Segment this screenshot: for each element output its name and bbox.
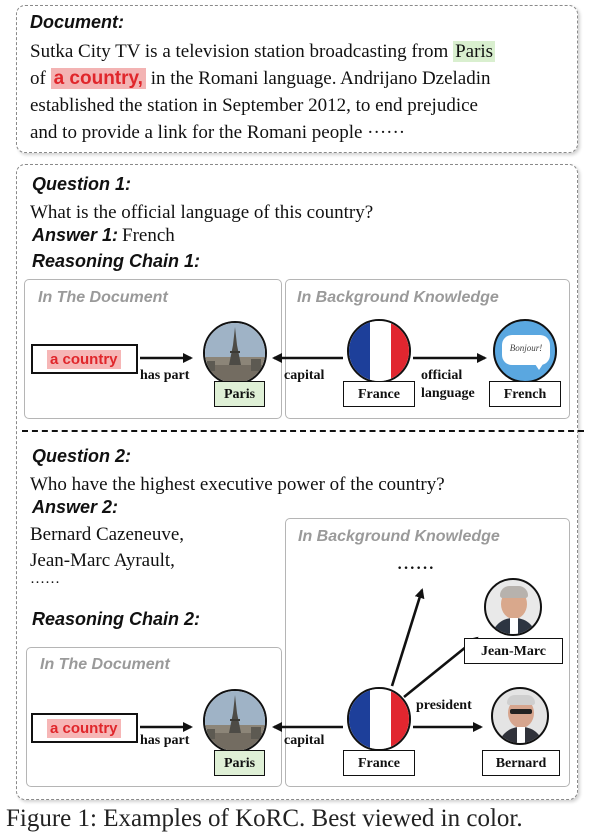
document-line-4: and to provide a link for the Romani people ······	[30, 122, 406, 143]
chain-2-france-flag	[347, 687, 411, 751]
question-2-heading: Question 2:	[32, 446, 132, 466]
chain-1-entity-a-country	[31, 344, 138, 374]
answer-1-heading: Answer 1:	[32, 225, 119, 245]
chain-2-entity-a-country	[31, 713, 138, 743]
chain-2-node-france: France	[343, 750, 415, 776]
document-line-2-suffix: in the Romani language. Andrijano Dzeladin	[145, 68, 491, 89]
chain-2-node-bernard: Bernard	[482, 750, 560, 776]
chain-1-edge-has-part-label: has part	[140, 368, 190, 383]
chain-1-background-box-title: In Background Knowledge	[297, 289, 499, 306]
chain-1-document-box-title: In The Document	[38, 289, 168, 306]
chain-1-entity-label: a country	[47, 350, 121, 369]
chain-1-france-flag	[347, 319, 411, 383]
highlight-paris: Paris	[455, 41, 494, 62]
document-line-2-prefix: of	[30, 68, 51, 89]
chain-2-entity-label: a country	[47, 719, 121, 738]
chain-2-background-box-title: In Background Knowledge	[298, 528, 500, 545]
highlight-a-country: a country,	[51, 68, 146, 89]
chain-2-bernard-portrait	[491, 687, 549, 745]
reasoning-chain-2-heading: Reasoning Chain 2:	[32, 609, 201, 629]
document-line-1-text: Sutka City TV is a television station broadcasting from	[30, 41, 454, 62]
figure-caption: Figure 1: Examples of KoRC. Best viewed in color.	[6, 805, 523, 832]
answer-2-heading: Answer 2:	[32, 497, 119, 517]
chain-1-node-france: France	[343, 381, 415, 407]
question-1-heading: Question 1:	[32, 174, 132, 194]
chain-1-edge-official-label: official	[421, 368, 463, 383]
document-heading: Document:	[30, 12, 124, 32]
chain-2-jeanmarc-portrait	[484, 578, 542, 636]
chain-2-paris-image	[203, 689, 267, 753]
answer-1-text: French	[122, 225, 175, 246]
chain-1-paris-image	[203, 321, 267, 385]
chain-1-edge-capital-label: capital	[284, 368, 325, 383]
chain-1-node-french: French	[489, 381, 561, 407]
chain-1-french-image	[493, 319, 557, 383]
question-2-text: Who have the highest executive power of the country?	[30, 474, 445, 495]
chain-2-edge-capital-label: capital	[284, 733, 325, 748]
answer-2-line-1: Bernard Cazeneuve,	[30, 524, 185, 545]
reasoning-chain-1-heading: Reasoning Chain 1:	[32, 251, 201, 271]
chain-2-more-people-ellipsis: ······	[397, 560, 436, 577]
chain-1-node-paris: Paris	[214, 381, 265, 407]
chain-2-node-paris: Paris	[214, 750, 265, 776]
document-line-3: established the station in September 2012, to end prejudice	[30, 95, 478, 116]
question-1-text: What is the official language of this country?	[30, 202, 374, 223]
chain-2-edge-president-label: president	[416, 698, 472, 713]
edge-2-president-more	[392, 590, 422, 686]
answer-2-line-3: ······	[30, 575, 60, 591]
chain-2-node-jeanmarc: Jean-Marc	[464, 638, 563, 664]
chain-2-edge-has-part-label: has part	[140, 733, 190, 748]
answer-2-line-2: Jean-Marc Ayrault,	[30, 550, 175, 571]
chain-2-document-box-title: In The Document	[40, 656, 170, 673]
chain-1-bubble-text: Bonjour!	[509, 343, 543, 353]
chain-1-edge-language-label: language	[421, 386, 475, 401]
